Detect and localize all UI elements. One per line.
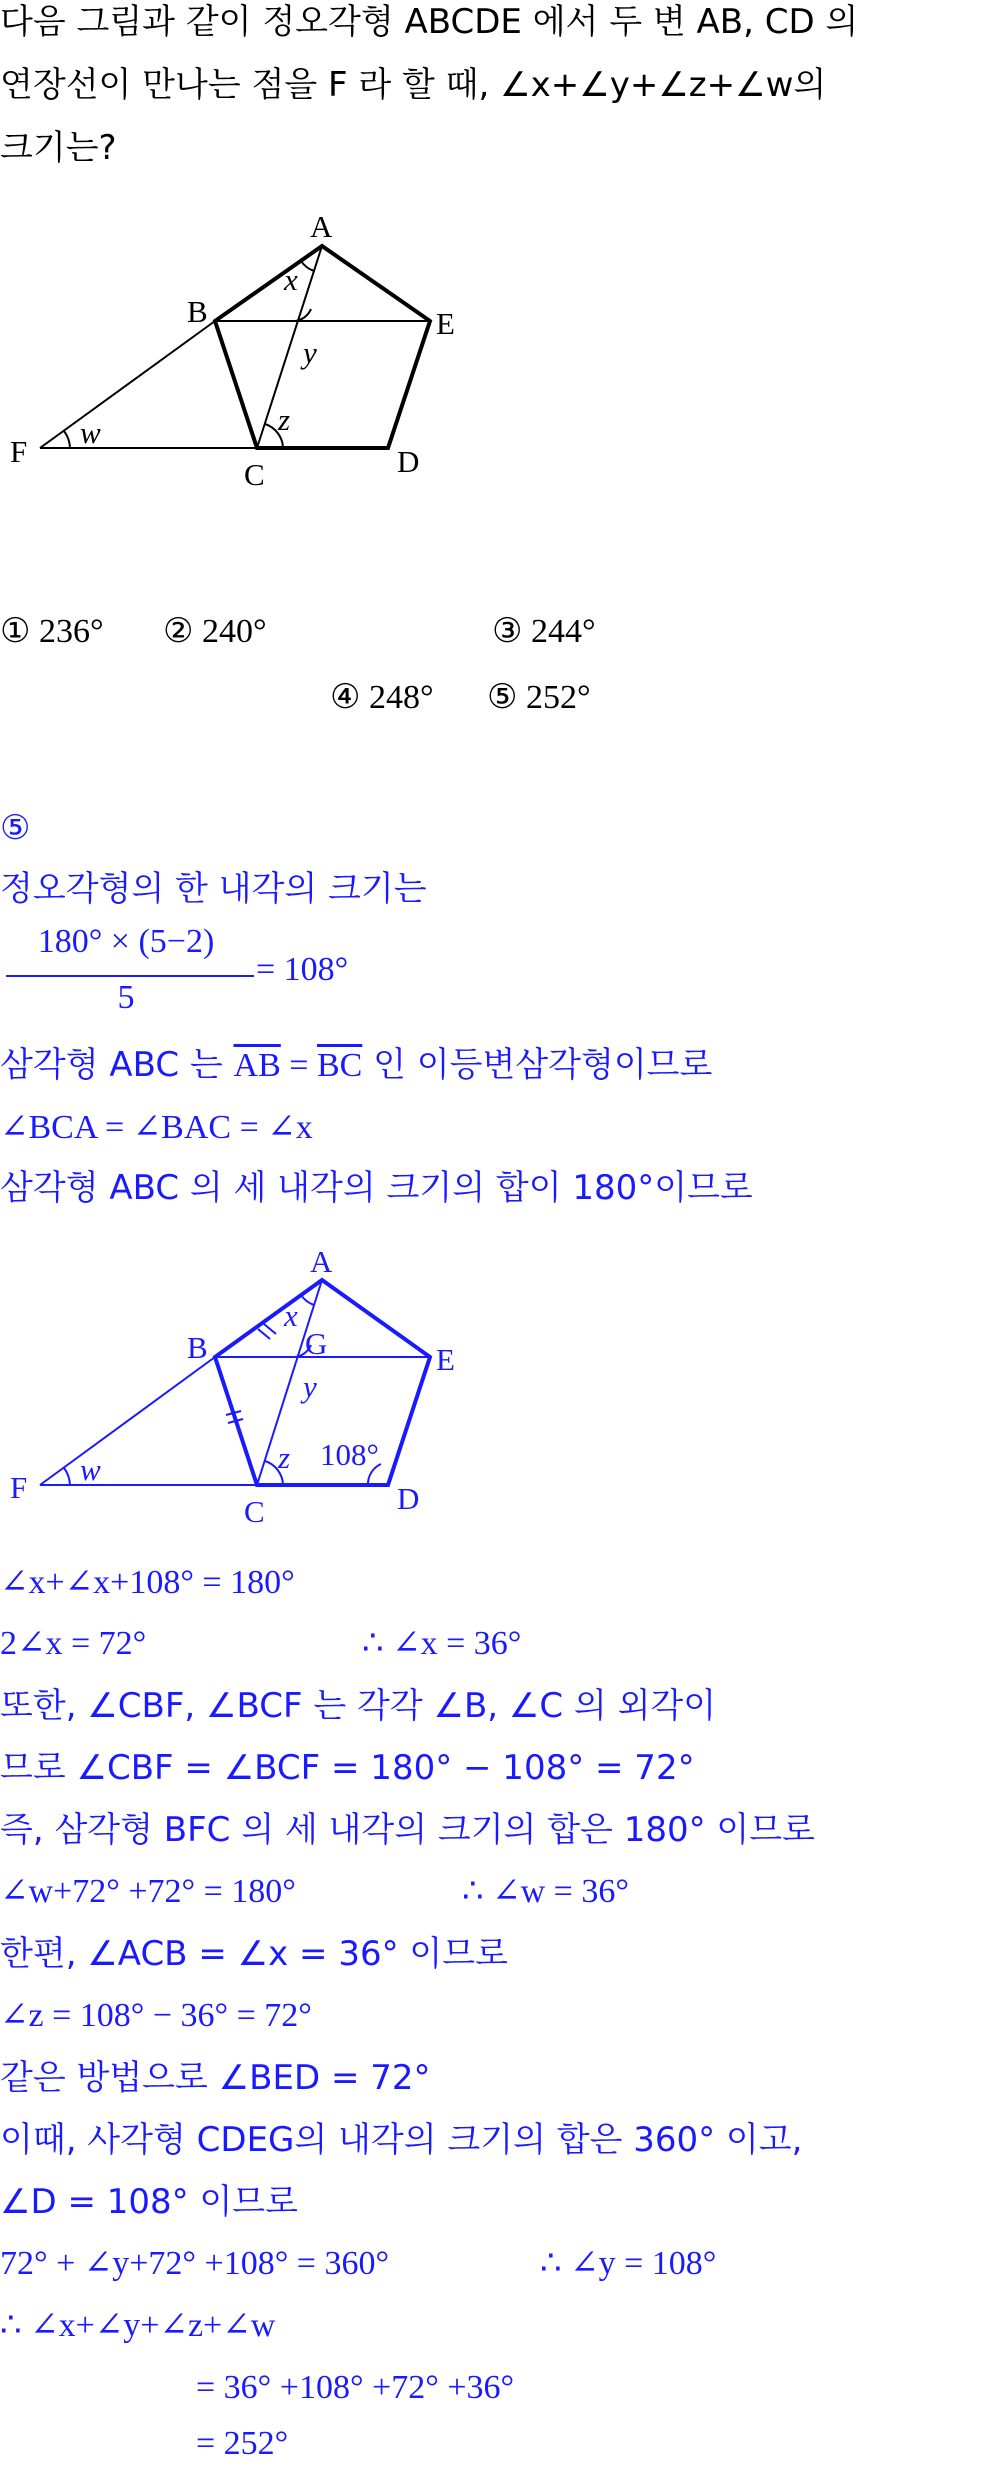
solution-label-B: B	[187, 1330, 208, 1365]
solution-label-w: w	[80, 1452, 101, 1487]
segment-bc: $\overline{BC}$	[316, 1047, 363, 1084]
solution-line-19: = 36° +108° +72° +36°	[196, 2369, 515, 2406]
fraction-numerator: 180° × (5−2)	[37, 923, 215, 960]
solution-label-C: C	[244, 1494, 265, 1529]
tick-ab-2	[264, 1324, 276, 1334]
solution-angle-w-arc	[64, 1468, 70, 1485]
label-E: E	[436, 306, 455, 341]
segment-ab: $\overline{AB}$	[233, 1047, 281, 1084]
solution-label-y: y	[303, 1369, 317, 1404]
solution-line-14: 같은 방법으로 ∠BED = 72°	[0, 2058, 431, 2098]
solution-pentagon-figure	[0, 1230, 480, 1540]
choice-3[interactable]: ③ 244°	[492, 613, 596, 650]
angle-w-arc	[64, 431, 70, 448]
solution-angle-x-arc	[301, 1295, 314, 1305]
solution-line-7b: ∴ ∠x = 36°	[362, 1625, 522, 1662]
solution-label-F: F	[10, 1470, 28, 1505]
label-B: B	[187, 294, 208, 329]
solution-line-4: ∠BCA = ∠BAC = ∠x	[0, 1109, 313, 1146]
solution-label-108: 108°	[320, 1437, 379, 1472]
question-line-3: 크기는?	[0, 128, 117, 168]
solution-line-3: 삼각형 ABC 는 $\overline{AB} = \overline{BC}$ 인 이등변삼각형이므로	[0, 1045, 713, 1085]
fraction-result: = 108°	[256, 951, 349, 988]
solution-line-18: ∴ ∠x+∠y+∠z+∠w	[0, 2307, 276, 2344]
choice-4[interactable]: ④ 248°	[330, 679, 434, 716]
tick-ab-1	[258, 1329, 270, 1339]
choice-5[interactable]: ⑤ 252°	[487, 679, 591, 716]
solution-line-10: 즉, 삼각형 BFC 의 세 내각의 크기의 합은 180° 이므로	[0, 1810, 815, 1850]
question-line-2: 연장선이 만나는 점을 F 라 할 때, ∠x+∠y+∠z+∠w의	[0, 65, 827, 105]
solution-label-x: x	[284, 1298, 298, 1333]
solution-line-16: ∠D = 108° 이므로	[0, 2182, 298, 2222]
label-F: F	[10, 434, 28, 469]
pentagon-shape	[215, 246, 430, 448]
solution-label-E: E	[436, 1342, 455, 1377]
solution-line-5: 삼각형 ABC 의 세 내각의 크기의 합이 180°이므로	[0, 1168, 753, 1208]
solution-answer: ⑤	[0, 808, 31, 848]
solution-line-9: 므로 ∠CBF = ∠BCF = 180° − 108° = 72°	[0, 1748, 695, 1788]
question-line-1: 다음 그림과 같이 정오각형 ABCDE 에서 두 변 AB, CD 의	[0, 2, 859, 42]
solution-label-z: z	[278, 1440, 291, 1475]
solution-label-A: A	[310, 1244, 333, 1279]
solution-line-20: = 252°	[196, 2425, 289, 2462]
label-C: C	[244, 457, 265, 492]
angle-x-arc	[301, 261, 314, 271]
solution-line-11b: ∴ ∠w = 36°	[462, 1873, 629, 1910]
choice-2[interactable]: ② 240°	[163, 613, 267, 650]
label-z: z	[278, 402, 291, 437]
pentagon-figure	[0, 200, 480, 500]
solution-line-fb	[40, 1357, 215, 1485]
label-A: A	[310, 209, 333, 244]
choice-1[interactable]: ① 236°	[0, 613, 104, 650]
solution-line-17a: 72° + ∠y+72° +108° = 360°	[0, 2245, 390, 2282]
solution-line-13: ∠z = 108° − 36° = 72°	[0, 1997, 312, 2034]
solution-line-7a: 2∠x = 72°	[0, 1625, 147, 1662]
line-fb	[40, 321, 215, 448]
solution-line-11a: ∠w+72° +72° = 180°	[0, 1873, 296, 1910]
fraction-bar	[6, 975, 254, 977]
solution-line-17b: ∴ ∠y = 108°	[540, 2245, 717, 2282]
label-x: x	[284, 262, 298, 297]
solution-label-D: D	[397, 1481, 420, 1516]
label-y: y	[303, 335, 317, 370]
solution-line-8: 또한, ∠CBF, ∠BCF 는 각각 ∠B, ∠C 의 외각이	[0, 1686, 717, 1726]
solution-line-1: 정오각형의 한 내각의 크기는	[0, 869, 427, 909]
solution-line-15: 이때, 사각형 CDEG의 내각의 크기의 합은 360° 이고,	[0, 2120, 803, 2160]
solution-line-6: ∠x+∠x+108° = 180°	[0, 1564, 295, 1601]
label-D: D	[397, 444, 420, 479]
label-w: w	[80, 415, 101, 450]
fraction-denominator: 5	[117, 979, 135, 1016]
solution-line-12: 한편, ∠ACB = ∠x = 36° 이므로	[0, 1934, 508, 1974]
solution-label-G: G	[305, 1326, 328, 1361]
